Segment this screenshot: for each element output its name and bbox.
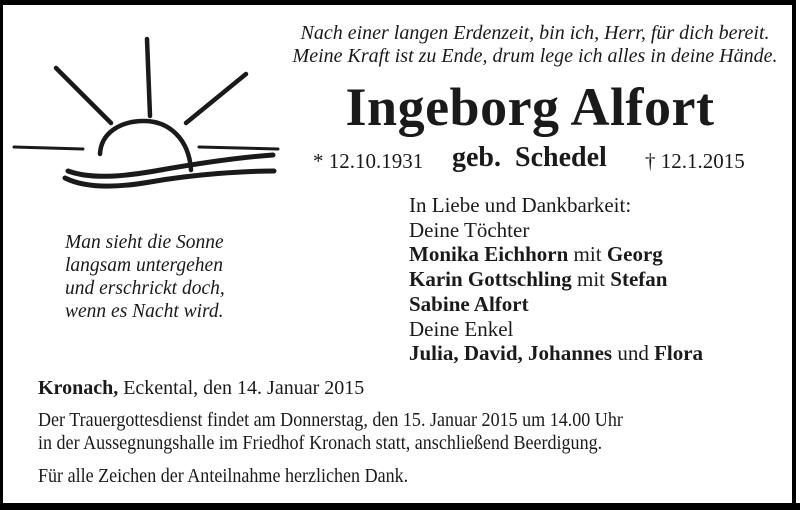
sun-ray-left-icon: [56, 68, 111, 123]
poem-line-1: Man sieht die Sonne: [65, 232, 224, 253]
date-rest: Eckental, den 14. Januar 2015: [118, 377, 365, 399]
family-line: Julia, David, Johannes und Flora: [409, 341, 704, 366]
verse-line-1: Nach einer langen Erdenzeit, bin ich, Herr, für dich bereit.: [300, 22, 770, 44]
verse-line-2: Meine Kraft ist zu Ende, drum lege ich alles in deine Hände.: [292, 44, 778, 67]
service-line-1: Der Trauergottesdienst findet am Donnerstag, den 15. Januar 2015 um 14.00 Uhr: [38, 409, 623, 431]
death-date: † 12.1.2015: [645, 149, 745, 173]
maiden-name: [452, 142, 607, 174]
clipping-border-bottom: [0, 503, 800, 510]
deceased-name: Ingeborg Alfort: [345, 77, 715, 137]
poem-line-4: wenn es Nacht wird.: [65, 301, 224, 322]
sun-ray-right-icon: [186, 74, 246, 123]
place-date-line: [38, 377, 364, 400]
thanks-line: Für alle Zeichen der Anteilnahme herzlichen Dank.: [38, 465, 409, 487]
family-block: [409, 193, 703, 366]
sunset-poem: [65, 231, 225, 323]
poem-line-2: langsam untergehen: [65, 255, 223, 276]
family-line: Sabine Alfort: [409, 291, 529, 316]
maiden-surname: Schedel: [515, 142, 607, 173]
water-wave-lower: [65, 171, 274, 186]
sun-ray-top-icon: [147, 39, 150, 116]
horizon-right-line: [199, 147, 278, 149]
family-line: Monika Eichhorn mit Georg: [409, 242, 663, 267]
family-line: Karin Gottschling mit Stefan: [409, 267, 668, 292]
poem-line-3: und erschrickt doch,: [65, 278, 225, 299]
maiden-prefix: geb.: [452, 142, 501, 173]
birth-date: * 12.10.1931: [313, 149, 424, 173]
service-announcement: [38, 409, 623, 454]
horizon-left-line: [14, 147, 83, 149]
family-line: In Liebe und Dankbarkeit:: [409, 193, 632, 217]
service-line-2: in der Aussegnungshalle im Friedhof Kronach statt, anschließend Beerdigung.: [38, 431, 603, 454]
opening-verse: [270, 22, 800, 67]
family-line: Deine Töchter: [409, 217, 530, 242]
sun-dome: [100, 121, 191, 170]
city-name: Kronach,: [38, 377, 119, 399]
family-line: Deine Enkel: [409, 316, 514, 341]
